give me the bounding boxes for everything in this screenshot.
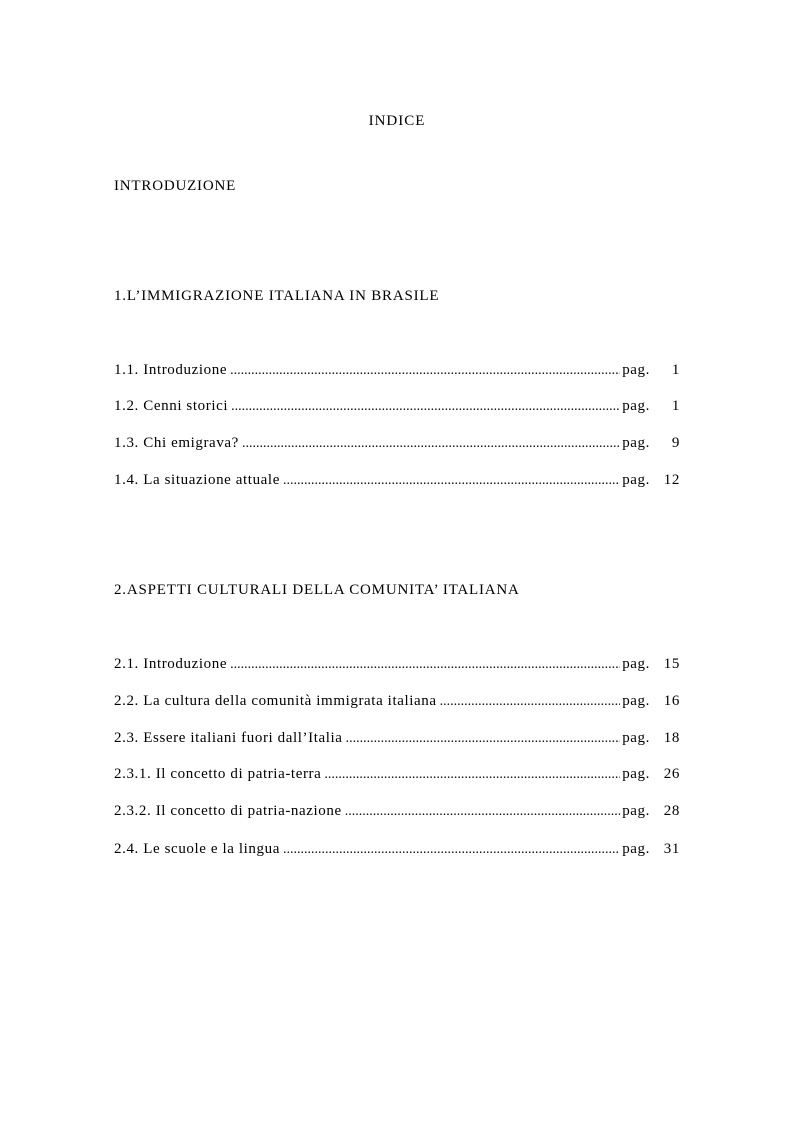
toc-entry-label: 2.2. La cultura della comunità immigrata italiana (114, 693, 437, 709)
toc-pag-label: pag. (622, 841, 650, 857)
toc-pag-label: pag. (622, 766, 650, 782)
toc-entry (114, 435, 680, 455)
toc-entry-label: 1.1. Introduzione (114, 362, 228, 378)
toc-pag-label: pag. (622, 435, 650, 451)
toc-entry (114, 841, 680, 861)
toc-page-number: 15 (663, 656, 680, 672)
toc-entry-label: 2.3. Essere italiani fuori dall’Italia (114, 730, 343, 746)
toc-leader-dots (283, 473, 620, 489)
toc-page-number: 9 (671, 435, 680, 451)
toc-leader-dots (440, 694, 621, 710)
toc-entry (114, 362, 680, 382)
page-title: INDICE (368, 113, 426, 129)
chapter-2-heading: 2.ASPETTI CULTURALI DELLA COMUNITA’ ITALIANA (114, 582, 520, 598)
introduction-heading: INTRODUZIONE (114, 178, 237, 194)
toc-entry-label: 1.3. Chi emigrava? (114, 435, 239, 451)
toc-pag-label: pag. (622, 803, 650, 819)
toc-page-number: 26 (663, 766, 680, 782)
toc-page-number: 1 (671, 398, 680, 414)
toc-pag-label: pag. (622, 730, 650, 746)
toc-leader-dots (346, 731, 621, 747)
toc-page-number: 1 (671, 362, 680, 378)
toc-leader-dots (242, 436, 620, 452)
toc-pag-label: pag. (622, 362, 650, 378)
toc-pag-label: pag. (622, 656, 650, 672)
toc-entry (114, 766, 680, 786)
toc-entry (114, 398, 680, 418)
toc-page-number: 18 (663, 730, 680, 746)
toc-pag-label: pag. (622, 693, 650, 709)
chapter-1-heading: 1.L’IMMIGRAZIONE ITALIANA IN BRASILE (114, 288, 440, 304)
toc-entry-label: 2.3.2. Il concetto di patria-nazione (114, 803, 342, 819)
toc-page-number: 31 (663, 841, 680, 857)
toc-leader-dots (230, 363, 620, 379)
toc-entry (114, 803, 680, 823)
toc-entry (114, 656, 680, 676)
toc-leader-dots (230, 657, 620, 673)
toc-leader-dots (231, 399, 620, 415)
toc-entry-label: 2.1. Introduzione (114, 656, 228, 672)
toc-entry-label: 1.2. Cenni storici (114, 398, 229, 414)
toc-entry-label: 2.3.1. Il concetto di patria-terra (114, 766, 322, 782)
toc-entry (114, 693, 680, 713)
toc-page-number: 28 (663, 803, 680, 819)
toc-pag-label: pag. (622, 472, 650, 488)
toc-entry-label: 1.4. La situazione attuale (114, 472, 280, 488)
toc-page-number: 12 (663, 472, 680, 488)
toc-entry (114, 472, 680, 492)
toc-entry (114, 730, 680, 750)
toc-leader-dots (324, 767, 620, 783)
toc-leader-dots (283, 842, 620, 858)
toc-page-number: 16 (663, 693, 680, 709)
toc-entry-label: 2.4. Le scuole e la lingua (114, 841, 280, 857)
toc-pag-label: pag. (622, 398, 650, 414)
toc-leader-dots (345, 804, 620, 820)
